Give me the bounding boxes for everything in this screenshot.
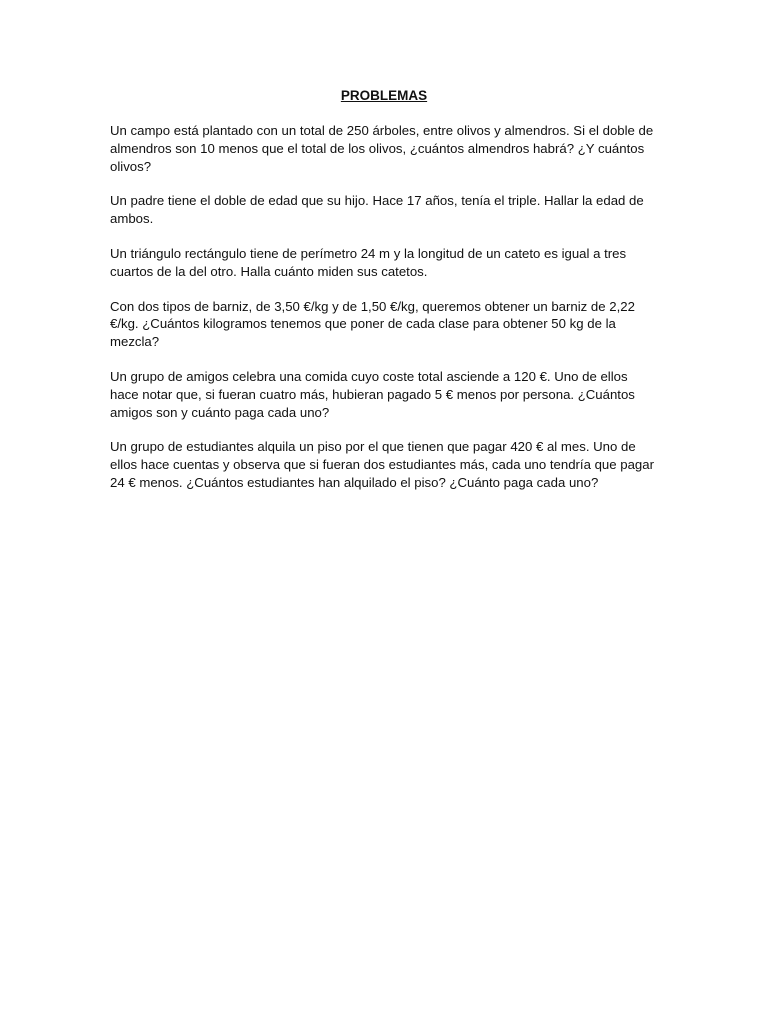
- problem-4: Con dos tipos de barniz, de 3,50 €/kg y de 1,50 €/kg, queremos obtener un barniz de 2,22 €/kg. ¿Cuántos kilogramos tenemos que poner de cada clase para obtener 50 kg de la mezcla?: [110, 298, 635, 350]
- problem-6: Un grupo de estudiantes alquila un piso por el que tienen que pagar 420 € al mes. Uno de ellos hace cuentas y observa que si fueran dos estudiantes más, cada uno tendría que pagar 24 € menos. ¿Cuántos estudiantes han alquilado el piso? ¿Cuánto paga cada uno?: [110, 439, 654, 490]
- problem-2: Un padre tiene el doble de edad que su hijo. Hace 17 años, tenía el triple. Hallar la edad de ambos.: [110, 193, 644, 227]
- problem-1: Un campo está plantado con un total de 250 árboles, entre olivos y almendros. Si el doble de almendros son 10 menos que el total de los olivos, ¿cuántos almendros habrá? ¿Y cuántos olivos?: [110, 123, 654, 174]
- problem-3: Un triángulo rectángulo tiene de perímetro 24 m y la longitud de un cateto es igual a tres cuartos de la del otro. Halla cuánto miden sus catetos.: [110, 245, 627, 279]
- problem-5: Un grupo de amigos celebra una comida cuyo coste total asciende a 120 €. Uno de ellos hace notar que, si fueran cuatro más, hubieran pagado 5 € menos por persona. ¿Cuántos amigos son y cuánto paga cada uno?: [110, 368, 635, 420]
- problem-list: [110, 122, 658, 509]
- page-title: PROBLEMAS: [340, 88, 428, 103]
